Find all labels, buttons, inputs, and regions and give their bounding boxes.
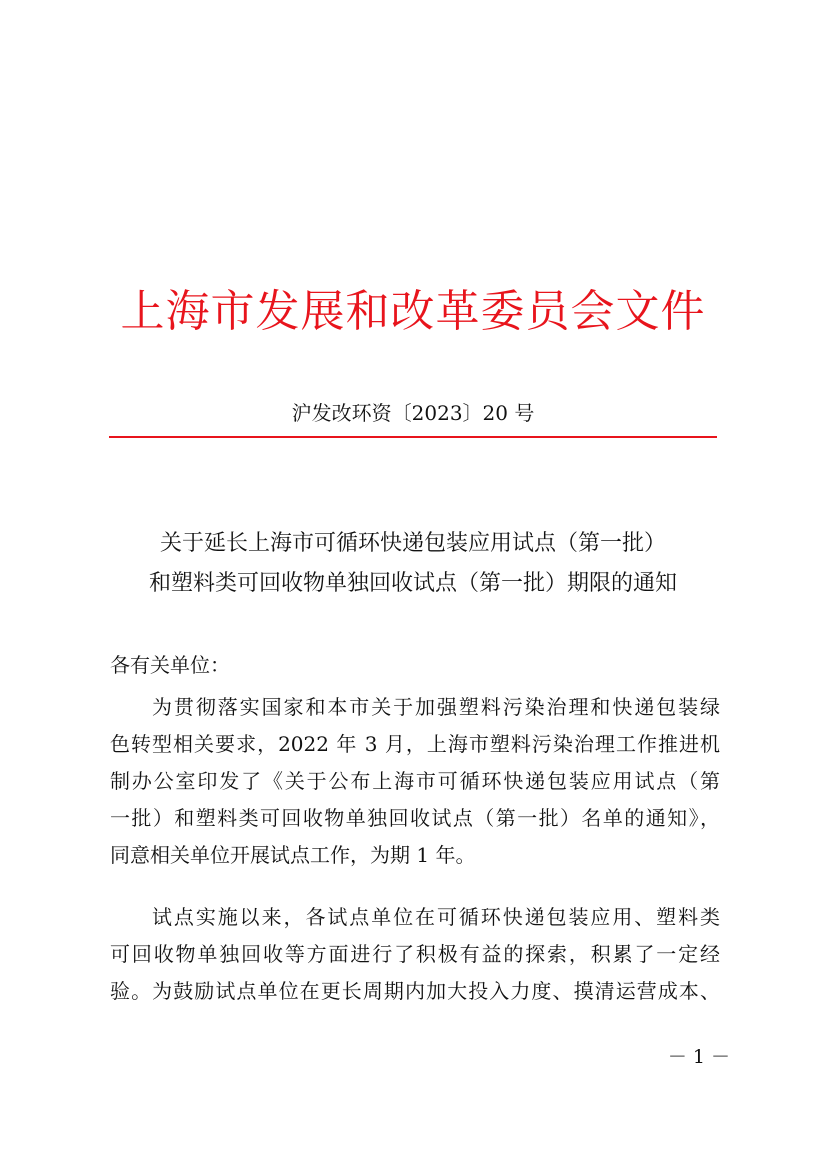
paragraph-1-line: 色转型相关要求，2022 年 3 月，上海市塑料污染治理工作推进机 <box>110 732 720 756</box>
paragraph-2-line: 试点实施以来，各试点单位在可循环快递包装应用、塑料类 <box>152 905 720 929</box>
masthead-title: 上海市发展和改革委员会文件 <box>120 286 706 337</box>
notice-title-line-2: 和塑料类可回收物单独回收试点（第一批）期限的通知 <box>148 571 677 596</box>
paragraph-2-line: 可回收物单独回收等方面进行了积极有益的探索，积累了一定经 <box>110 942 720 966</box>
paragraph-1-line: 为贯彻落实国家和本市关于加强塑料污染治理和快递包装绿 <box>152 695 720 719</box>
notice-title <box>0 524 826 604</box>
red-divider-line <box>109 436 717 438</box>
paragraph-2 <box>110 899 720 1010</box>
paragraph-1 <box>110 689 720 874</box>
salutation: 各有关单位： <box>110 653 230 677</box>
document-number: 沪发改环资〔2023〕20 号 <box>291 401 535 425</box>
paragraph-1-line: 制办公室印发了《关于公布上海市可循环快递包装应用试点（第 <box>110 769 720 793</box>
paragraph-1-line: 一批）和塑料类可回收物单独回收试点（第一批）名单的通知》， <box>110 806 720 830</box>
paragraph-1-line: 同意相关单位开展试点工作，为期 1 年。 <box>110 843 476 867</box>
page-number: － 1 － <box>667 1046 730 1068</box>
notice-title-line-1: 关于延长上海市可循环快递包装应用试点（第一批） <box>159 531 666 556</box>
paragraph-2-line: 验。为鼓励试点单位在更长周期内加大投入力度、摸清运营成本、 <box>110 979 720 1003</box>
